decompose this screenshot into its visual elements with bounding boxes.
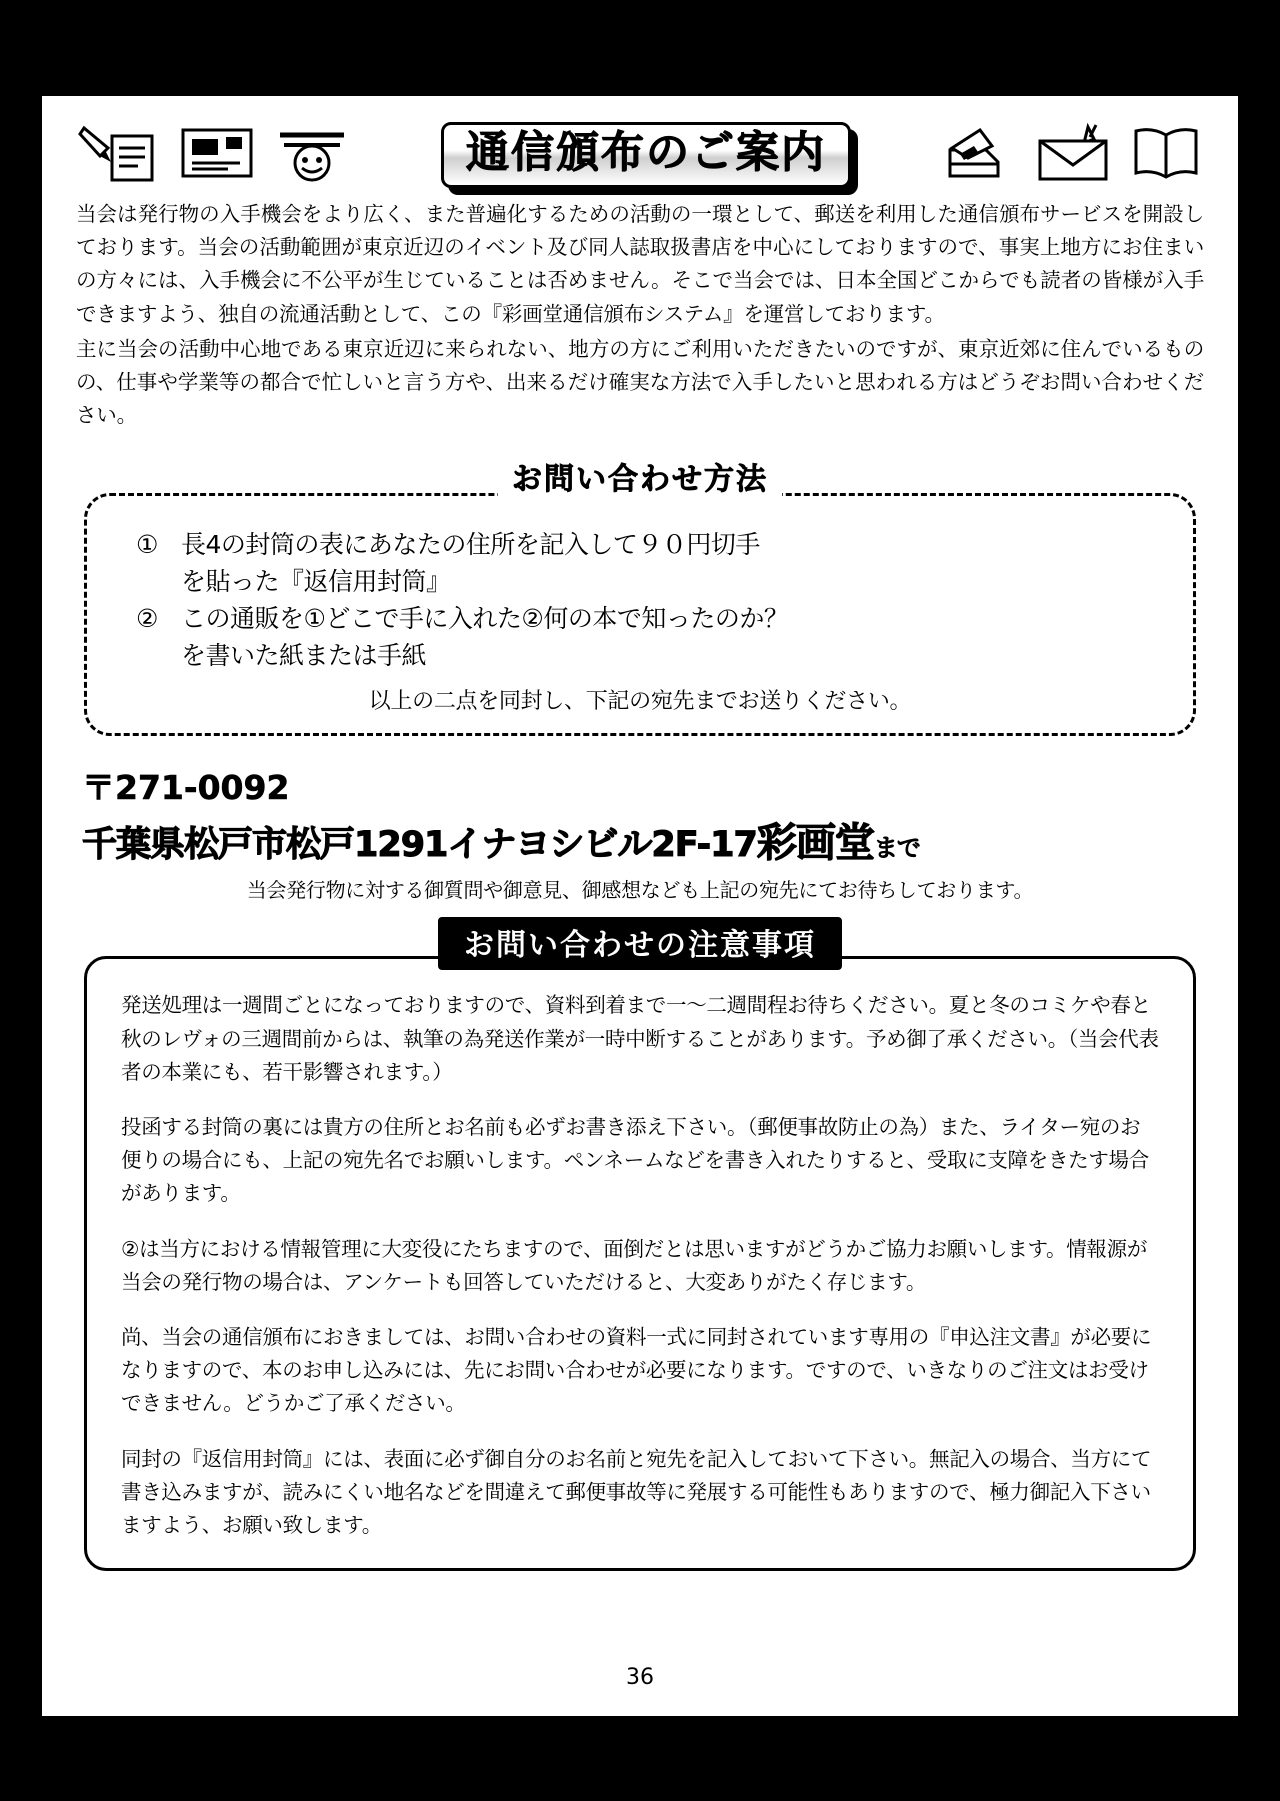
notices-title-wrap [72, 917, 1208, 970]
postal-code: 〒271-0092 [82, 768, 290, 808]
item-text-1: 長4の封筒の表にあなたの住所を記入して９０円切手 [181, 530, 760, 560]
page-header [78, 116, 1202, 194]
header-left-icons [78, 122, 352, 188]
notice-paragraph-5: 同封の『返信用封筒』には、表面に必ず御自分のお名前と宛先を記入しておいて下さい。無記入の場合、当方にて書き込みますが、読みにくい地名などを間違えて郵便事故等に発展する可能性もありますので、極力御記入下さいますよう、お願い致します。 [121, 1446, 1152, 1538]
title-face [441, 122, 851, 188]
notice-paragraph-2: 投函する封筒の裏には貴方の住所とお名前も必ずお書き添え下さい。（郵便事故防止の為）また、ライター宛のお便りの場合にも、上記の宛先名でお願いします。ペンネームなどを書き入れたりすると、受取に支障をきたす場合があります。 [121, 1115, 1149, 1206]
letter-icon [180, 125, 254, 185]
item-number-2: ② [136, 604, 158, 634]
list-item [113, 600, 1167, 637]
item-text-2-cont: を書いた紙または手紙 [181, 641, 427, 671]
address-shop-name: 彩画堂 [756, 820, 874, 867]
item-text-2: この通販を①どこで手に入れた②何の本で知ったのか？ [181, 604, 789, 634]
pen-writing-icon [78, 122, 162, 188]
address-suffix: まで [873, 834, 920, 863]
address-line [82, 811, 1198, 868]
document-page [42, 96, 1238, 1716]
postmark-stamp-icon [272, 123, 352, 187]
intro-text [76, 198, 1204, 432]
item-text-1-cont: を貼った『返信用封筒』 [181, 567, 451, 597]
inquiry-method-section [84, 454, 1196, 736]
title-text: 通信頒布のご案内 [466, 127, 826, 178]
inquiry-method-footer: 以上の二点を同封し、下記の宛先までお送りください。 [368, 689, 912, 715]
address-note: 当会発行物に対する御質問や御意見、御感想なども上記の宛先にてお待ちしております。 [246, 878, 1034, 903]
list-item [113, 526, 1167, 563]
item-number-1: ① [136, 530, 158, 560]
address-street: 千葉県松戸市松戸1291イナヨシビル2F-17 [82, 825, 757, 866]
page-title [441, 122, 851, 188]
envelope-icon [1034, 123, 1112, 187]
inquiry-method-title: お問い合わせ方法 [498, 454, 782, 498]
intro-paragraph-2: 主に当会の活動中心地である東京近辺に来られない、地方の方にご利用いただきたいのですが、東京近郊に住んでいるものの、仕事や学業等の都合で忙しいと言う方や、出来るだけ確実な方法で入手したいと思われる方はどうぞお問い合わせください。 [76, 336, 1204, 428]
header-right-icons [940, 123, 1202, 187]
inquiry-method-box [84, 493, 1196, 736]
inquiry-method-list [113, 526, 1167, 674]
open-book-icon [1130, 123, 1202, 187]
notices-box [84, 956, 1196, 1571]
notice-paragraph-4: 尚、当会の通信頒布におきましては、お問い合わせの資料一式に同封されています専用の『申込注文書』が必要になりますので、本のお申し込みには、先にお問い合わせが必要になります。ですので、いきなりのご注文はお受けできません。どうかご了承ください。 [121, 1325, 1152, 1416]
notices-title: お問い合わせの注意事項 [438, 917, 842, 970]
notice-paragraph-1: 発送処理は一週間ごとになっておりますので、資料到着まで一～二週間程お待ちください。夏と冬のコミケや春と秋のレヴォの三週間前からは、執筆の為発送作業が一時中断することがあります。予め御了承ください。（当会代表者の本業にも、若干影響されます。） [121, 993, 1159, 1084]
page-number: 36 [626, 1665, 654, 1690]
address-block [82, 762, 1198, 903]
mailbox-icon [940, 124, 1016, 186]
intro-paragraph-1: 当会は発行物の入手機会をより広く、また普遍化するための活動の一環として、郵送を利用した通信頒布サービスを開設しております。当会の活動範囲が東京近辺のイベント及び同人誌取扱書店を中心にしておりますので、事実上地方にお住まいの方々には、入手機会に不公平が生じていることは否めません。そこで当会では、日本全国どこからでも読者の皆様が入手できますよう、独自の流通活動として、この『彩画堂通信頒布システム』を運営しております。 [76, 202, 1204, 326]
notice-paragraph-3: ②は当方における情報管理に大変役にたちますので、面倒だとは思いますがどうかご協力お願いします。情報源が当会の発行物の場合は、アンケートも回答していただけると、大変ありがたく存じます。 [121, 1236, 1148, 1294]
